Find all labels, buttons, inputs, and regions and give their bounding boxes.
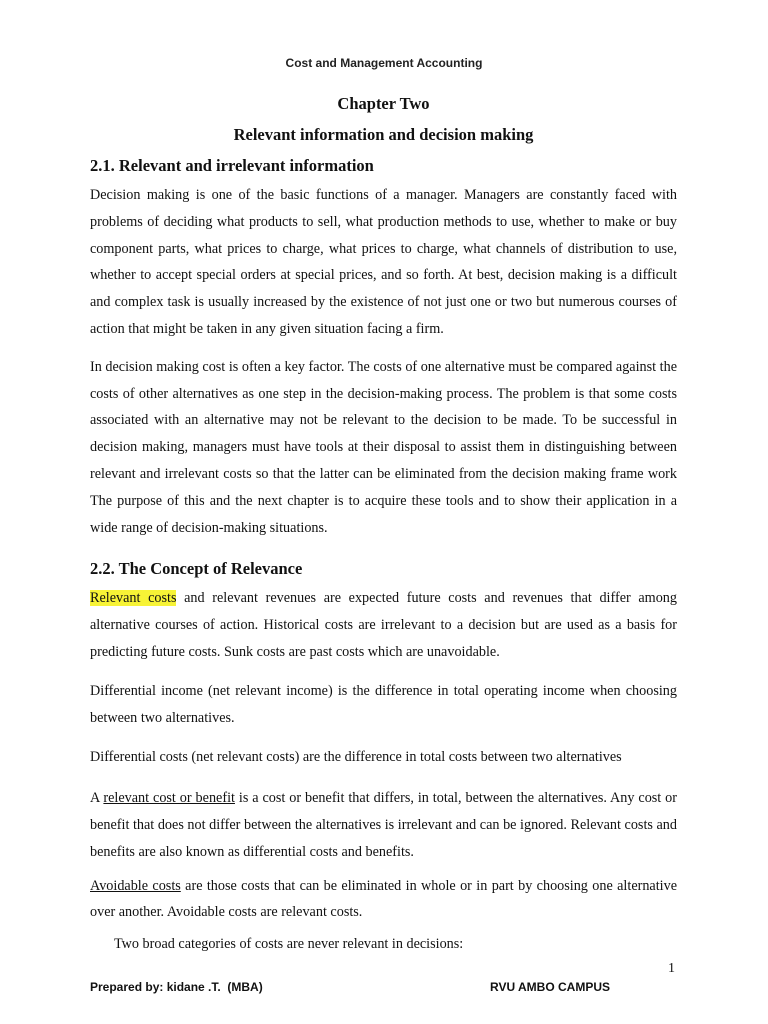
- paragraph-relevant-costs: [90, 585, 677, 665]
- paragraph-relevant-cost-text: is a cost or benefit that differs, in total, between the alternatives. Any cost or benefit that does not differ between the alternatives is irrelevant and can be ignored. Relevant costs and benefits are also known as differential costs and benefits.: [90, 790, 677, 860]
- paragraph-cost-key-factor: In decision making cost is often a key factor. The costs of one alternative must be compared against the costs of other alternatives as one step in the decision-making process. The problem is that some costs associated with an alternative may not be relevant to the decision to be made. To be successful in decision making, managers must have tools at their disposal to assist them in distinguishing between relevant and irrelevant costs so that the latter can be eliminated from the decision making frame work The purpose of this and the next chapter is to acquire these tools and to show their application in a wide range of decision-making situations.: [90, 358, 677, 536]
- paragraph-avoidable-costs-text: are those costs that can be eliminated in whole or in part by choosing one alternative over another. Avoidable costs are relevant costs.: [90, 877, 678, 921]
- paragraph-relevant-cost-or-benefit: [90, 785, 677, 865]
- chapter-title: Chapter Two: [337, 94, 430, 113]
- underlined-term-relevant-cost-or-benefit: relevant cost or benefit: [103, 790, 235, 807]
- paragraph-relevant-costs-text: and relevant revenues are expected future costs and revenues that differ among alternative courses of action. Historical costs are irrelevant to a decision but are used as a basis for predicting future costs. Sunk costs are past costs which are unavoidable.: [90, 590, 677, 660]
- paragraph-differential-income: Differential income (net relevant income) is the difference in total operating income when choosing between two alternatives.: [90, 682, 677, 726]
- paragraph-differential-costs: Differential costs (net relevant costs) are the difference in total costs between two alternatives: [90, 749, 622, 766]
- running-header: Cost and Management Accounting: [285, 56, 483, 70]
- underlined-term-avoidable-costs: Avoidable costs: [90, 877, 181, 894]
- paragraph-two-categories: Two broad categories of costs are never relevant in decisions:: [114, 936, 464, 953]
- paragraph-avoidable-costs: [90, 873, 677, 927]
- section-heading-2-2: 2.2. The Concept of Relevance: [90, 559, 303, 579]
- footer-campus: RVU AMBO CAMPUS: [490, 980, 611, 994]
- page-number: 1: [668, 961, 675, 976]
- footer-prepared-by: Prepared by: kidane .T. (MBA): [90, 980, 263, 994]
- paragraph-decision-making: Decision making is one of the basic functions of a manager. Managers are constantly faced with problems of deciding what products to sell, what production methods to use, whether to make or buy component parts, what prices to charge, what prices to charge, what channels of distribution to use, whether to accept special orders at special prices, and so forth. At best, decision making is a difficult and complex task is usually increased by the existence of not just one or two but numerous courses of action that might be taken in any given situation facing a firm.: [90, 187, 677, 337]
- paragraph-prefix: A: [90, 790, 104, 807]
- highlighted-term-relevant-costs: Relevant costs: [90, 590, 177, 607]
- document-body: [90, 92, 677, 958]
- chapter-subtitle: Relevant information and decision making: [233, 125, 534, 144]
- section-heading-2-1: 2.1. Relevant and irrelevant information: [90, 156, 374, 175]
